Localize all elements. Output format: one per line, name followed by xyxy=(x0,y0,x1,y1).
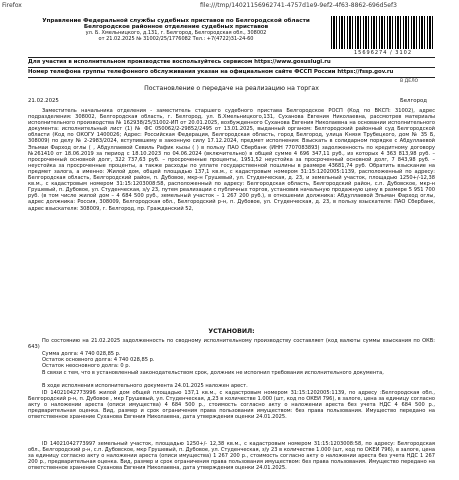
phone-notice: Номер телефона группы телефонного обслуживания указан на официальном сайте ФССП России https://fssp.gov.ru xyxy=(28,69,394,75)
divider-top xyxy=(28,57,435,58)
barcode-number: 15696274 / 3102 xyxy=(353,50,413,56)
document-date: 21.02.2025 xyxy=(28,98,59,104)
paragraph-debt-status: По состоянию на 21.02.2025 задолженность по сводному исполнительному производству составляет (код валюты суммы взыскания по ОКВ: 643) xyxy=(28,338,435,351)
heading-ustanovil: УСТАНОВИЛ: xyxy=(208,328,255,335)
browser-bar xyxy=(0,0,459,11)
department-address: ул. Б. Хмельницкого, д.131, г. Белгород, Белгородская обл., 308002 xyxy=(85,30,267,36)
divider-bottom xyxy=(28,77,435,78)
paragraph-house: ID 14021042773996 жилой дом общей площадью 137,1 кв.м., с кадастровым номером 31:15:1202005:1139, по адресу :Белгородская обл., Белгородский р-н, п. Дубовое , мкр Грушевый, ул. Студенческая, д.23 в количестве 1.000 (шт, код по ОКЕИ 796), в залоге, цена за единицу согласно акту о наложении ареста (описи имущества) 4 684 500 р., стоимость согласно акту о наложении ареста без учета НДС 4 684 500 р., предварительная оценка. Вид, размер и срок ограничения права пользования имуществом: без права пользования. Имущество передано на ответственное хранение Суханова Евгения Николаевна, дата утверждения оценки 24.01.2025. xyxy=(28,390,435,421)
barcode-image xyxy=(331,16,435,49)
document-page xyxy=(28,16,436,480)
paragraph-reason: В связи с тем, что в установленный законодательством срок, должник не исполнил требования исполнительного документа, xyxy=(42,370,384,376)
v-delo-label: В ДЕЛО xyxy=(400,79,419,84)
paragraph-land: ID 14021042773997 земельный участок, площадью 1250+/- 12,38 кв.м., с кадастровым номером 31:15:1203008:58, по адресу: Белгородская обл., Белгородский р-н, с.п. Дубовское, мкр Грушевый, п. Дубовое, ул. Студенческая, з/у 23 в количестве 1.000 (шт, код по ОКЕИ 796), в залоге, цена за единицу согласно акту о наложении ареста (описи имущества) 1 267 200 р., стоимость согласно акту о наложении ареста без учета НДС 1 267 200 р., предварительная оценка. Вид, размер и срок ограничения права пользования имуществом: без права пользования. Имущество передано на ответственное хранение Суханова Евгения Николаевна, дата утверждения оценки 24.01.2025. xyxy=(28,441,435,472)
department-name: Белгородское районное отделение судебных приставов xyxy=(83,24,269,30)
non-principal-remainder: Остаток неосновного долга: 0 р. xyxy=(42,363,131,369)
document-city: Белгород xyxy=(400,98,428,104)
letterhead xyxy=(28,18,324,42)
app-name: Firefox xyxy=(2,2,22,9)
debt-sum: Сумма долга: 4 740 028,85 р. xyxy=(42,351,121,357)
department-phone: от 21.02.2025 № 31002/25/1776082 Тел.: +7(4722)31-24-60 xyxy=(98,36,254,42)
agency-name: Управление Федеральной службы судебных приставов по Белгородской области xyxy=(42,18,310,24)
principal-remainder: Остаток основного долга: 4 740 028,85 р. xyxy=(42,357,155,363)
gosuslugi-notice: Для участия в исполнительном производстве воспользуйтесь сервисом https://www.gosuslugi.ru xyxy=(28,59,331,65)
paragraph-arrest: В ходе исполнения исполнительного документа 24.01.2025 наложен арест. xyxy=(42,383,248,389)
document-title: Постановление о передаче на реализацию на торгах xyxy=(144,85,319,92)
divider-mid xyxy=(28,67,435,68)
paragraph-main: Заместитель начальника отделения - заместитель старшего судебного пристава Белгородское РОСП (Код по ВКСП: 31002), адрес подразделения: 308002, Белгородская область, г. Белгород, ул. Б.Хмельницкого,131, Суханова Евгения Николаевна, рассмотрев материалы исполнительного производства № 162938/25/31002-ИП от 20.01.2025, возбужденного Суханова Евгения Николаевна на основании исполнительного документа: исполнительный лист (1) № ФС 050062/2-29852/2495 от 13.01.2025, выданный органом: Белгородский районный суд Белгородской области (Код по ОКОГУ 1400026; Адрес: Российская Федерация, Белгородская область, город Белгород, улица Князя Трубецкого, дом № 35 Б, 308009) по делу № 2-2983/2024, вступившему в законную силу 17.12.2024, предмет исполнения: Взыскать в солидарном порядке с Абдуллаевой Эльмаи Фарход оглы ( , Абдуллаевой Севиль Рафик кызы ( ) в пользу ПАО Сбербанк (ИНН 7707083893) задолженность по кредитному договору №261410 от 18.06.2019 за период с 18.10.2023 по 04.06.2024 (включительно) в общей сумме 4 696 347,11 руб., из которых 4 363 813,98 руб. – просроченный основной долг, 322 737,63 руб. – просроченные проценты, 1951,52 неустойка за просроченный основной долг, 7 843,98 руб. – неустойка за просроченные проценты, а также расходы по уплате государственной пошлины в размере 43681,74 руб. Обратить взыскание на предмет залога, а именно: Жилой дом, общей площадью 137,1 кв.м., с кадастровым номером 31:15:1202005:1139, расположенный по адресу: Белгородская область, Белгородский район, п. Дубовое, мкр-н Грушевый, ул. Студенческая, д. 23, и земельный участок, площадью 1250+/-12,38 кв.м., с кадастровым номером 31:15:1203008:58, расположенный по адресу: Белгородская область, Белгородский район, с.п. Дубовское, мкр-н Грушевый, п. Дубовое, ул. Студенческая, з/у 23, путем реализации с публичных торгов, установив начальную продажную цену в размере 5 951 700 руб. (в том числе жилой дом – 4 684 500 руб., земельный участок – 1 267 200 руб.), в отношении должника: Абдуллаевой Эльман Фарход оглы, адрес должника: Россия, 308009, Белгородская обл., Белгородский р-н, п. Дубовое, ул. Студенческая, д. 23, в пользу взыскателя: ПАО Сбербанк, адрес взыскателя: 308009, г. Белгород, пр. Гражданский 52, xyxy=(28,108,435,212)
url-field[interactable]: file:///tmp/14021156962741-4757d1e9-9ef2-4f63-8862-696d5ef3 xyxy=(200,2,397,9)
